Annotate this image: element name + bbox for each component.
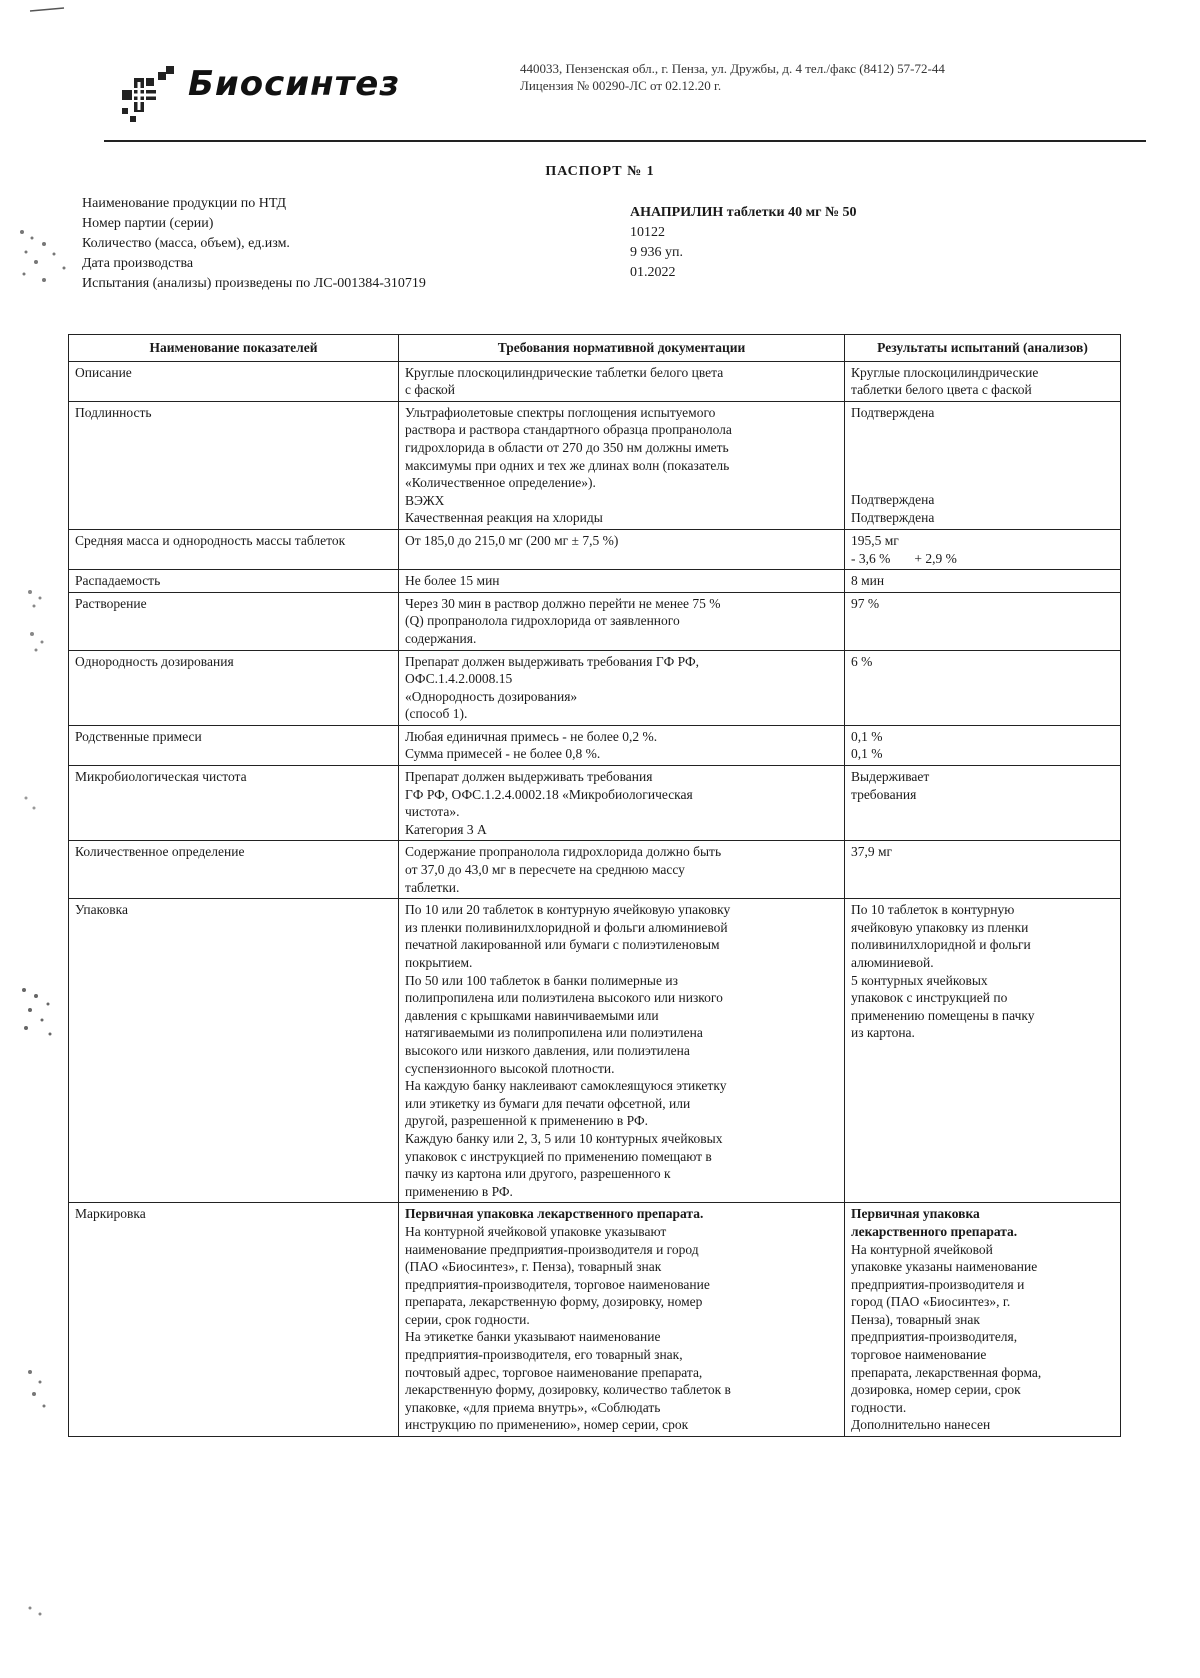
company-logo bbox=[116, 60, 406, 126]
meta-label: Испытания (анализы) произведены по ЛС-001384-310719 bbox=[82, 276, 426, 291]
res-line: дозировка, номер серии, срок bbox=[851, 1382, 1021, 1398]
row-name: Описание bbox=[69, 361, 399, 401]
req-line: ВЭЖХ bbox=[405, 492, 445, 508]
res-line: алюминиевой. bbox=[851, 955, 934, 970]
req-line: гидрохлорида в области от 270 до 350 нм должны иметь bbox=[405, 439, 729, 455]
req-line: из пленки поливинилхлоридной и фольги алюминиевой bbox=[405, 919, 728, 935]
batch-number: 10122 bbox=[630, 225, 665, 240]
req-line: инструкцию по применению», номер серии, срок bbox=[405, 1417, 689, 1433]
row-requirement: От 185,0 до 215,0 мг (200 мг ± 7,5 %) bbox=[399, 529, 845, 569]
header-requirements: Требования нормативной документации bbox=[399, 335, 845, 362]
res-line: Пенза), товарный знак bbox=[851, 1311, 980, 1327]
meta-values bbox=[630, 203, 857, 283]
res-line: Подтверждена bbox=[851, 404, 935, 420]
res-line: таблетки белого цвета с фаской bbox=[851, 382, 1032, 398]
brand-name: Биосинтез bbox=[188, 64, 401, 104]
res-line: применению помещены в пачку bbox=[851, 1007, 1035, 1023]
table-row bbox=[69, 529, 1121, 569]
meta-label: Номер партии (серии) bbox=[82, 216, 214, 231]
req-line: высокого или низкого давления, или полиэтилена bbox=[405, 1042, 690, 1058]
mass-deviation-min: - 3,6 % bbox=[851, 550, 891, 566]
req-line: упаковок с инструкцией по применению помещают в bbox=[405, 1148, 712, 1164]
table-row bbox=[69, 570, 1121, 593]
req-line: (Q) пропранолола гидрохлорида от заявленного bbox=[405, 613, 680, 629]
row-name: Распадаемость bbox=[69, 570, 399, 593]
res-line: ячейковую упаковку из пленки bbox=[851, 919, 1029, 935]
req-line: чистота». bbox=[405, 804, 460, 820]
res-line: На контурной ячейковой bbox=[851, 1241, 993, 1257]
req-line: Содержание пропранолола гидрохлорида должно быть bbox=[405, 844, 722, 860]
row-result: 8 мин bbox=[845, 570, 1121, 593]
res-line-title: лекарственного препарата. bbox=[851, 1223, 1018, 1239]
table-row bbox=[69, 592, 1121, 650]
req-line: почтовый адрес, торговое наименование препарата, bbox=[405, 1364, 703, 1380]
req-line: На каждую банку наклеивают самоклеящуюся этикетку bbox=[405, 1078, 727, 1094]
row-name: Растворение bbox=[69, 592, 399, 650]
row-result bbox=[845, 1203, 1121, 1437]
req-line: применению в РФ. bbox=[405, 1183, 513, 1199]
table-header-row bbox=[69, 335, 1121, 362]
row-result: 6 % bbox=[845, 650, 1121, 725]
row-name: Родственные примеси bbox=[69, 725, 399, 765]
req-line: серии, срок годности. bbox=[405, 1311, 530, 1327]
req-line: максимумы при одних и тех же длинах волн (показатель bbox=[405, 457, 730, 473]
row-name: Подлинность bbox=[69, 401, 399, 529]
row-result bbox=[845, 725, 1121, 765]
req-line: Качественная реакция на хлориды bbox=[405, 510, 603, 526]
res-line: требования bbox=[851, 786, 917, 802]
row-name: Средняя масса и однородность массы таблеток bbox=[69, 529, 399, 569]
req-line: Категория 3 А bbox=[405, 821, 487, 837]
res-line: поливинилхлоридной и фольги bbox=[851, 937, 1031, 953]
meta-label: Дата производства bbox=[82, 256, 194, 271]
req-line: с фаской bbox=[405, 382, 455, 398]
req-line: Сумма примесей - не более 0,8 %. bbox=[405, 746, 601, 762]
req-line: суспензионного высокой плотности. bbox=[405, 1060, 615, 1076]
req-line: ГФ РФ, ОФС.1.2.4.0002.18 «Микробиологическая bbox=[405, 786, 693, 802]
req-line: Каждую банку или 2, 3, 5 или 10 контурных ячейковых bbox=[405, 1130, 723, 1146]
table-row bbox=[69, 650, 1121, 725]
req-line: Препарат должен выдерживать требования ГФ РФ, bbox=[405, 653, 699, 669]
res-line: предприятия-производителя и bbox=[851, 1276, 1025, 1292]
table-row bbox=[69, 899, 1121, 1203]
scan-artifact-left-4 bbox=[14, 980, 64, 1050]
req-line: раствора и раствора стандартного образца пропранолола bbox=[405, 422, 732, 438]
res-line: упаковок с инструкцией по bbox=[851, 990, 1008, 1006]
req-line: На контурной ячейковой упаковке указывают bbox=[405, 1223, 667, 1239]
row-result bbox=[845, 401, 1121, 529]
scan-artifact-left-6 bbox=[22, 1600, 52, 1624]
mass-deviation-max: + 2,9 % bbox=[914, 550, 957, 566]
row-result bbox=[845, 766, 1121, 841]
row-requirement bbox=[399, 766, 845, 841]
req-line: Препарат должен выдерживать требования bbox=[405, 769, 653, 785]
scan-artifact-left-1 bbox=[14, 224, 84, 294]
row-result bbox=[845, 529, 1121, 569]
header-results: Результаты испытаний (анализов) bbox=[845, 335, 1121, 362]
res-line: торговое наименование bbox=[851, 1347, 987, 1363]
req-line: или этикетку из бумаги для печати офсетной, или bbox=[405, 1095, 691, 1111]
req-line: таблетки. bbox=[405, 879, 460, 895]
res-line: Подтверждена bbox=[851, 492, 935, 508]
res-line: 195,5 мг bbox=[851, 532, 899, 548]
table-row bbox=[69, 361, 1121, 401]
row-requirement bbox=[399, 899, 845, 1203]
row-result: 37,9 мг bbox=[845, 841, 1121, 899]
res-line: Выдерживает bbox=[851, 769, 930, 785]
license-number: Лицензия № 00290-ЛС от 02.12.20 г. bbox=[520, 78, 722, 93]
header-rule bbox=[104, 140, 1146, 142]
req-line: давления с крышками навинчиваемыми или bbox=[405, 1007, 659, 1023]
res-line: Подтверждена bbox=[851, 509, 935, 525]
req-line: от 37,0 до 43,0 мг в пересчете на среднюю массу bbox=[405, 862, 685, 878]
row-name: Маркировка bbox=[69, 1203, 399, 1437]
scan-artifact-left-3 bbox=[18, 790, 48, 820]
req-line: предприятия-производителя, его товарный знак, bbox=[405, 1347, 683, 1363]
row-name: Количественное определение bbox=[69, 841, 399, 899]
res-line: Круглые плоскоцилиндрические bbox=[851, 364, 1039, 380]
company-address: 440033, Пензенская обл., г. Пенза, ул. Дружбы, д. 4 тел./факс (8412) 57-72-44 bbox=[520, 61, 945, 76]
req-line: печатной лакированной или бумаги с полиэтиленовым bbox=[405, 937, 720, 953]
row-requirement bbox=[399, 1203, 845, 1437]
req-line: ОФС.1.4.2.0008.15 bbox=[405, 671, 513, 687]
company-info bbox=[520, 60, 1080, 94]
res-line: город (ПАО «Биосинтез», г. bbox=[851, 1294, 1011, 1310]
row-requirement bbox=[399, 841, 845, 899]
table-row bbox=[69, 725, 1121, 765]
row-name: Микробиологическая чистота bbox=[69, 766, 399, 841]
req-line: «Количественное определение»). bbox=[405, 475, 596, 491]
res-line: из картона. bbox=[851, 1025, 915, 1041]
req-line: содержания. bbox=[405, 630, 477, 646]
table-row bbox=[69, 401, 1121, 529]
req-line: предприятия-производителя, торговое наименование bbox=[405, 1276, 710, 1292]
table-row bbox=[69, 766, 1121, 841]
req-line: Любая единичная примесь - не более 0,2 %. bbox=[405, 728, 658, 744]
meta-label: Наименование продукции по НТД bbox=[82, 196, 287, 211]
row-requirement bbox=[399, 592, 845, 650]
req-line: упаковке, «для приема внутрь», «Соблюдать bbox=[405, 1399, 661, 1415]
req-line: натягиваемыми из полипропилена или полиэтилена bbox=[405, 1025, 703, 1041]
res-line: 0,1 % bbox=[851, 746, 883, 762]
product-name: АНАПРИЛИН таблетки 40 мг № 50 bbox=[630, 205, 857, 220]
row-name: Упаковка bbox=[69, 899, 399, 1203]
res-line: препарата, лекарственная форма, bbox=[851, 1364, 1042, 1380]
req-line: пачку из картона или другого, разрешенного к bbox=[405, 1166, 671, 1182]
req-line: (способ 1). bbox=[405, 706, 468, 722]
res-line: 0,1 % bbox=[851, 728, 883, 744]
req-line: По 50 или 100 таблеток в банки полимерные из bbox=[405, 972, 678, 988]
production-date: 01.2022 bbox=[630, 265, 676, 280]
req-line: На этикетке банки указывают наименование bbox=[405, 1329, 661, 1345]
req-line: другой, разрешенной к применению в РФ. bbox=[405, 1113, 648, 1129]
meta-labels bbox=[82, 194, 426, 294]
res-line: годности. bbox=[851, 1399, 907, 1415]
specification-table bbox=[68, 334, 1121, 1437]
scan-artifact-top bbox=[28, 4, 68, 14]
row-requirement bbox=[399, 401, 845, 529]
meta-label: Количество (масса, объем), ед.изм. bbox=[82, 236, 290, 251]
req-line: «Однородность дозирования» bbox=[405, 688, 578, 704]
scan-artifact-left-2 bbox=[20, 584, 56, 664]
scan-artifact-left-5 bbox=[20, 1364, 60, 1424]
header-indicator: Наименование показателей bbox=[69, 335, 399, 362]
row-name: Однородность дозирования bbox=[69, 650, 399, 725]
req-line-title: Первичная упаковка лекарственного препарата. bbox=[405, 1206, 704, 1222]
res-line: Дополнительно нанесен bbox=[851, 1417, 991, 1433]
row-result bbox=[845, 899, 1121, 1203]
res-line: По 10 таблеток в контурную bbox=[851, 902, 1015, 918]
req-line: Ультрафиолетовые спектры поглощения испытуемого bbox=[405, 404, 716, 420]
res-line bbox=[851, 550, 1114, 568]
table-row bbox=[69, 1203, 1121, 1437]
req-line: наименование предприятия-производителя и город bbox=[405, 1241, 699, 1257]
row-requirement bbox=[399, 650, 845, 725]
row-requirement bbox=[399, 361, 845, 401]
logo-cross-icon bbox=[116, 60, 186, 126]
document-title: ПАСПОРТ № 1 bbox=[545, 164, 655, 179]
table-row bbox=[69, 841, 1121, 899]
req-line: Круглые плоскоцилиндрические таблетки белого цвета bbox=[405, 364, 724, 380]
res-line: упаковке указаны наименование bbox=[851, 1259, 1038, 1275]
row-result bbox=[845, 361, 1121, 401]
row-requirement bbox=[399, 725, 845, 765]
row-requirement: Не более 15 мин bbox=[399, 570, 845, 593]
req-line: По 10 или 20 таблеток в контурную ячейковую упаковку bbox=[405, 902, 731, 918]
res-line: предприятия-производителя, bbox=[851, 1329, 1018, 1345]
res-line: 5 контурных ячейковых bbox=[851, 972, 988, 988]
req-line: лекарственную форму, дозировку, количество таблеток в bbox=[405, 1382, 731, 1398]
req-line: (ПАО «Биосинтез», г. Пенза), товарный знак bbox=[405, 1259, 662, 1275]
req-line: препарата, лекарственную форму, дозировку, номер bbox=[405, 1294, 703, 1310]
quantity: 9 936 уп. bbox=[630, 245, 683, 260]
req-line: покрытием. bbox=[405, 955, 473, 970]
req-line: Через 30 мин в раствор должно перейти не менее 75 % bbox=[405, 595, 721, 611]
req-line: полипропилена или полиэтилена высокого или низкого bbox=[405, 990, 723, 1006]
row-result: 97 % bbox=[845, 592, 1121, 650]
res-line-title: Первичная упаковка bbox=[851, 1206, 980, 1222]
